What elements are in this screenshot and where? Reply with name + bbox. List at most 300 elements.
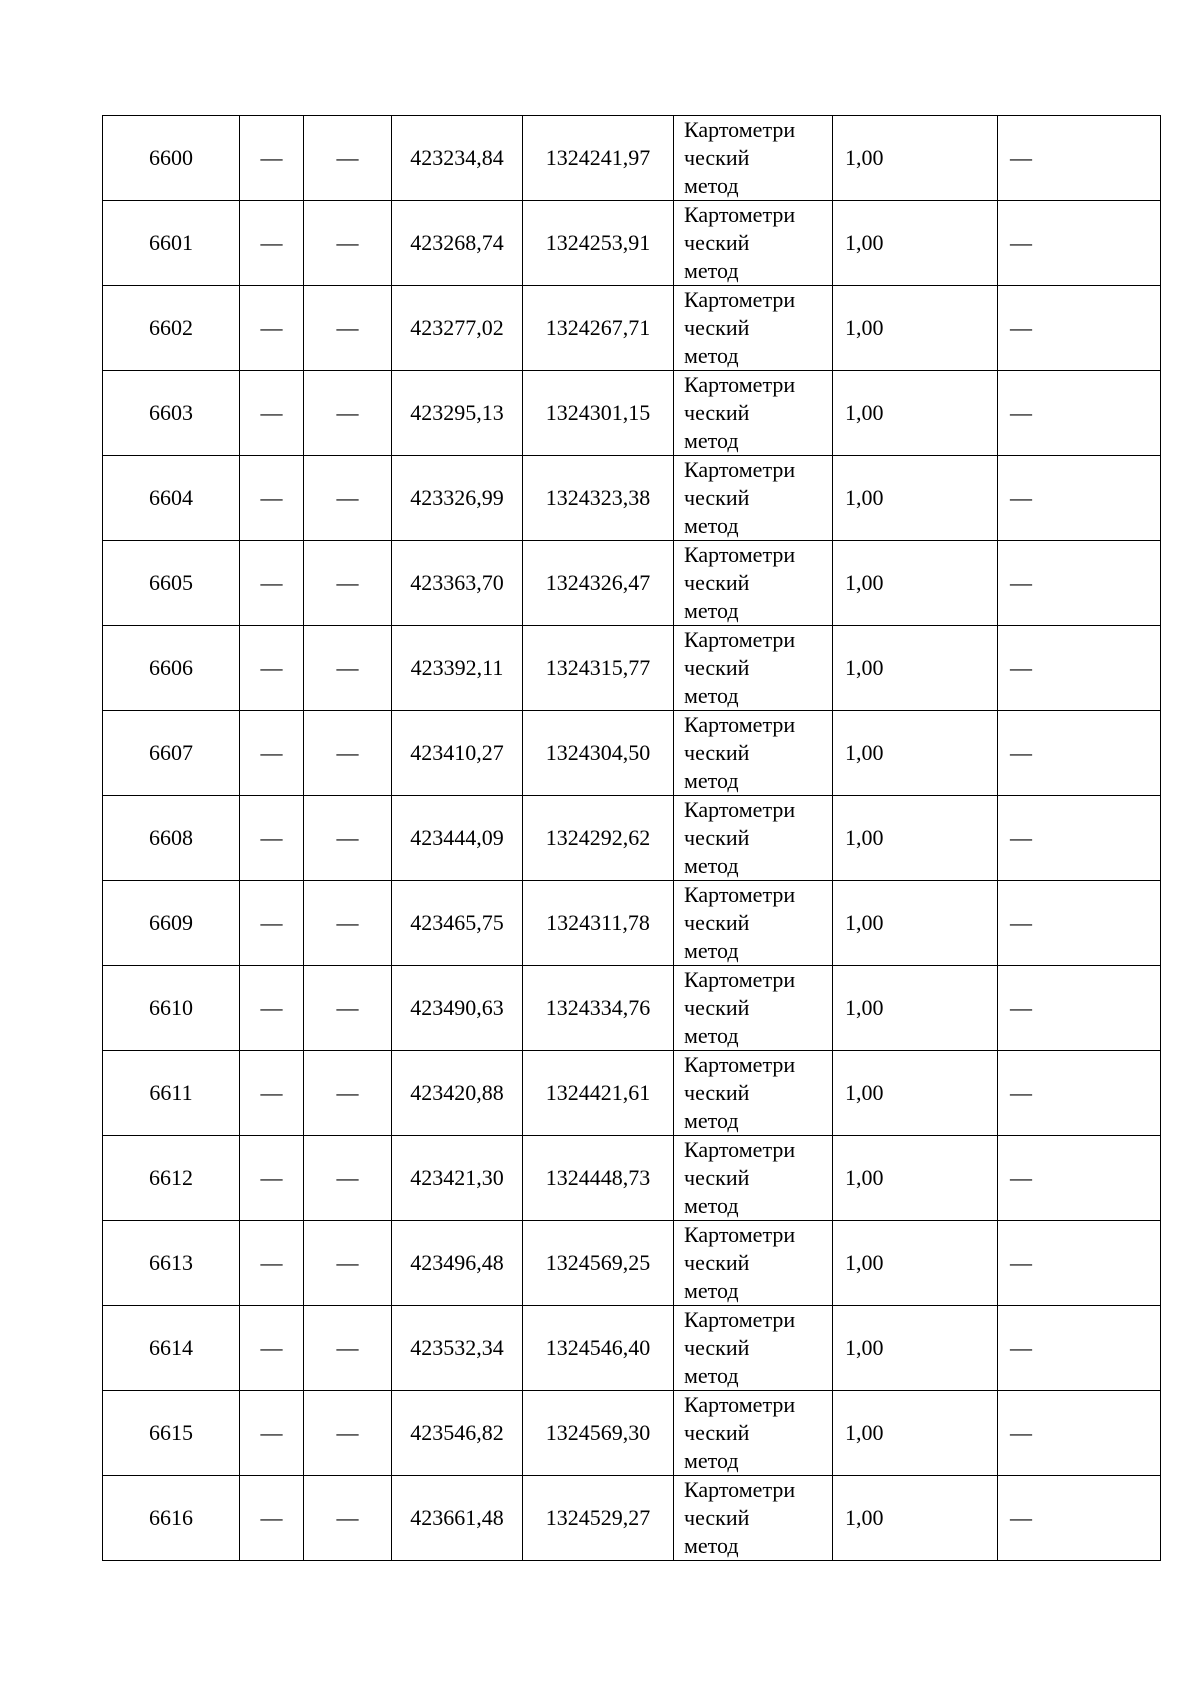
method-text-line: ческий (684, 1080, 750, 1105)
method-text-line: ческий (684, 825, 750, 850)
method-text-line: метод (684, 1363, 739, 1388)
id-text: 6603 (149, 400, 193, 425)
empty-dash-cell (304, 1136, 392, 1221)
y-coordinate-cell (523, 1136, 674, 1221)
x-coordinate-cell (392, 201, 523, 286)
y-text: 1324529,27 (545, 1505, 651, 1530)
empty-dash-cell (304, 116, 392, 201)
x-coordinate-cell (392, 286, 523, 371)
empty-dash-cell (240, 286, 304, 371)
id-text: 6609 (149, 910, 193, 935)
empty-dash-cell (240, 626, 304, 711)
y-coordinate-cell (523, 541, 674, 626)
y-coordinate-cell (523, 966, 674, 1051)
method-text-line: ческий (684, 655, 750, 680)
x-coordinate-cell (392, 371, 523, 456)
c8-text: — (1010, 1080, 1032, 1105)
method-cell (674, 881, 833, 966)
method-text-line: ческий (684, 1505, 750, 1530)
point-number-cell (103, 371, 240, 456)
c8-text: — (1010, 230, 1032, 255)
c8-text: — (1010, 740, 1032, 765)
table-row (103, 626, 1161, 711)
method-text-line: Картометри (684, 967, 796, 992)
x-coordinate-cell (392, 116, 523, 201)
method-text-line: метод (684, 513, 739, 538)
method-text-line: Картометри (684, 712, 796, 737)
method-text-line: Картометри (684, 542, 796, 567)
empty-dash-cell (998, 541, 1161, 626)
x-text: 423268,74 (410, 230, 504, 255)
method-text-line: метод (684, 1108, 739, 1133)
y-text: 1324267,71 (545, 315, 651, 340)
table-row (103, 286, 1161, 371)
method-text-line: ческий (684, 400, 750, 425)
x-coordinate-cell (392, 1391, 523, 1476)
x-coordinate-cell (392, 1136, 523, 1221)
accuracy-cell (833, 1476, 998, 1561)
c2-text: — (260, 570, 283, 595)
x-coordinate-cell (392, 626, 523, 711)
empty-dash-cell (240, 201, 304, 286)
c2-text: — (260, 995, 283, 1020)
c8-text: — (1010, 1250, 1032, 1275)
x-coordinate-cell (392, 541, 523, 626)
point-number-cell (103, 1221, 240, 1306)
c8-text: — (1010, 655, 1032, 680)
id-text: 6607 (149, 740, 193, 765)
accuracy-cell (833, 1221, 998, 1306)
x-coordinate-cell (392, 1476, 523, 1561)
table-row (103, 966, 1161, 1051)
x-text: 423363,70 (410, 570, 504, 595)
empty-dash-cell (998, 286, 1161, 371)
accuracy-text: 1,00 (845, 1420, 884, 1445)
method-text-line: метод (684, 1448, 739, 1473)
y-text: 1324241,97 (545, 145, 651, 170)
x-text: 423546,82 (410, 1420, 504, 1445)
empty-dash-cell (304, 286, 392, 371)
method-text-line: ческий (684, 740, 750, 765)
method-cell (674, 1051, 833, 1136)
c8-text: — (1010, 145, 1032, 170)
accuracy-cell (833, 966, 998, 1051)
accuracy-text: 1,00 (845, 910, 884, 935)
y-coordinate-cell (523, 711, 674, 796)
id-text: 6608 (149, 825, 193, 850)
y-text: 1324569,30 (545, 1420, 651, 1445)
method-text-line: ческий (684, 910, 750, 935)
c3-text: — (336, 1165, 359, 1190)
c2-text: — (260, 230, 283, 255)
y-coordinate-cell (523, 116, 674, 201)
id-text: 6606 (149, 655, 193, 680)
accuracy-text: 1,00 (845, 230, 884, 255)
x-text: 423326,99 (410, 485, 504, 510)
empty-dash-cell (304, 1476, 392, 1561)
method-text-line: ческий (684, 995, 750, 1020)
empty-dash-cell (998, 711, 1161, 796)
y-coordinate-cell (523, 371, 674, 456)
y-coordinate-cell (523, 1476, 674, 1561)
c2-text: — (260, 1505, 283, 1530)
point-number-cell (103, 1136, 240, 1221)
table-row (103, 881, 1161, 966)
accuracy-cell (833, 541, 998, 626)
method-text-line: Картометри (684, 287, 796, 312)
table-body (103, 116, 1161, 1561)
y-text: 1324292,62 (545, 825, 651, 850)
c8-text: — (1010, 995, 1032, 1020)
method-text-line: метод (684, 598, 739, 623)
accuracy-text: 1,00 (845, 400, 884, 425)
id-text: 6611 (149, 1080, 193, 1105)
empty-dash-cell (998, 626, 1161, 711)
point-number-cell (103, 1051, 240, 1136)
empty-dash-cell (240, 796, 304, 881)
empty-dash-cell (998, 1221, 1161, 1306)
c2-text: — (260, 655, 283, 680)
empty-dash-cell (304, 371, 392, 456)
c8-text: — (1010, 485, 1032, 510)
method-text-line: метод (684, 683, 739, 708)
c3-text: — (336, 910, 359, 935)
accuracy-text: 1,00 (845, 570, 884, 595)
accuracy-cell (833, 116, 998, 201)
c3-text: — (336, 1420, 359, 1445)
point-number-cell (103, 201, 240, 286)
x-text: 423490,63 (410, 995, 504, 1020)
empty-dash-cell (998, 1306, 1161, 1391)
y-coordinate-cell (523, 201, 674, 286)
x-text: 423295,13 (410, 400, 504, 425)
empty-dash-cell (998, 881, 1161, 966)
method-cell (674, 371, 833, 456)
empty-dash-cell (304, 966, 392, 1051)
table-row (103, 456, 1161, 541)
x-coordinate-cell (392, 1051, 523, 1136)
c3-text: — (336, 825, 359, 850)
c3-text: — (336, 230, 359, 255)
accuracy-text: 1,00 (845, 655, 884, 680)
method-text-line: ческий (684, 1165, 750, 1190)
empty-dash-cell (304, 796, 392, 881)
c8-text: — (1010, 910, 1032, 935)
empty-dash-cell (240, 116, 304, 201)
x-text: 423420,88 (410, 1080, 504, 1105)
method-cell (674, 1476, 833, 1561)
accuracy-text: 1,00 (845, 145, 884, 170)
method-text-line: метод (684, 173, 739, 198)
empty-dash-cell (304, 711, 392, 796)
empty-dash-cell (998, 1391, 1161, 1476)
empty-dash-cell (240, 1391, 304, 1476)
table-row (103, 1306, 1161, 1391)
accuracy-text: 1,00 (845, 1080, 884, 1105)
method-text-line: метод (684, 343, 739, 368)
empty-dash-cell (240, 881, 304, 966)
table-row (103, 711, 1161, 796)
x-text: 423661,48 (410, 1505, 504, 1530)
empty-dash-cell (304, 1051, 392, 1136)
empty-dash-cell (304, 456, 392, 541)
method-text-line: Картометри (684, 117, 796, 142)
id-text: 6613 (149, 1250, 193, 1275)
id-text: 6612 (149, 1165, 193, 1190)
id-text: 6616 (149, 1505, 193, 1530)
x-text: 423444,09 (410, 825, 504, 850)
empty-dash-cell (304, 881, 392, 966)
accuracy-cell (833, 456, 998, 541)
table-row (103, 116, 1161, 201)
y-coordinate-cell (523, 1306, 674, 1391)
empty-dash-cell (240, 966, 304, 1051)
empty-dash-cell (240, 1051, 304, 1136)
y-text: 1324334,76 (545, 995, 651, 1020)
c3-text: — (336, 400, 359, 425)
y-text: 1324301,15 (545, 400, 651, 425)
point-number-cell (103, 966, 240, 1051)
c8-text: — (1010, 400, 1032, 425)
method-text-line: ческий (684, 145, 750, 170)
method-text-line: метод (684, 1193, 739, 1218)
empty-dash-cell (998, 966, 1161, 1051)
method-cell (674, 286, 833, 371)
table-row (103, 1391, 1161, 1476)
x-coordinate-cell (392, 881, 523, 966)
accuracy-text: 1,00 (845, 995, 884, 1020)
point-number-cell (103, 881, 240, 966)
c3-text: — (336, 1335, 359, 1360)
empty-dash-cell (240, 541, 304, 626)
id-text: 6601 (149, 230, 193, 255)
table-row (103, 1136, 1161, 1221)
c2-text: — (260, 145, 283, 170)
empty-dash-cell (240, 711, 304, 796)
point-number-cell (103, 541, 240, 626)
x-coordinate-cell (392, 796, 523, 881)
table-row (103, 1476, 1161, 1561)
c2-text: — (260, 485, 283, 510)
empty-dash-cell (304, 201, 392, 286)
x-coordinate-cell (392, 966, 523, 1051)
empty-dash-cell (240, 456, 304, 541)
method-text-line: Картометри (684, 372, 796, 397)
method-text-line: Картометри (684, 1477, 796, 1502)
c3-text: — (336, 1505, 359, 1530)
c2-text: — (260, 400, 283, 425)
accuracy-text: 1,00 (845, 315, 884, 340)
empty-dash-cell (304, 541, 392, 626)
point-number-cell (103, 626, 240, 711)
c2-text: — (260, 1080, 283, 1105)
y-text: 1324421,61 (545, 1080, 651, 1105)
table-row (103, 796, 1161, 881)
c8-text: — (1010, 315, 1032, 340)
y-coordinate-cell (523, 1391, 674, 1476)
x-coordinate-cell (392, 1221, 523, 1306)
x-coordinate-cell (392, 711, 523, 796)
c3-text: — (336, 315, 359, 340)
y-text: 1324326,47 (545, 570, 651, 595)
accuracy-cell (833, 626, 998, 711)
y-coordinate-cell (523, 1221, 674, 1306)
method-text-line: ческий (684, 230, 750, 255)
coordinates-table-container (102, 115, 1160, 1561)
method-text-line: метод (684, 1533, 739, 1558)
c8-text: — (1010, 1420, 1032, 1445)
method-text-line: метод (684, 258, 739, 283)
id-text: 6604 (149, 485, 193, 510)
method-cell (674, 116, 833, 201)
accuracy-cell (833, 1136, 998, 1221)
accuracy-text: 1,00 (845, 485, 884, 510)
method-text-line: метод (684, 853, 739, 878)
point-number-cell (103, 116, 240, 201)
y-text: 1324546,40 (545, 1335, 651, 1360)
method-cell (674, 796, 833, 881)
y-coordinate-cell (523, 796, 674, 881)
empty-dash-cell (240, 1136, 304, 1221)
method-cell (674, 711, 833, 796)
method-text-line: Картометри (684, 1222, 796, 1247)
accuracy-text: 1,00 (845, 740, 884, 765)
accuracy-cell (833, 371, 998, 456)
x-text: 423465,75 (410, 910, 504, 935)
accuracy-cell (833, 881, 998, 966)
method-cell (674, 966, 833, 1051)
c8-text: — (1010, 1505, 1032, 1530)
id-text: 6610 (149, 995, 193, 1020)
empty-dash-cell (998, 1051, 1161, 1136)
accuracy-text: 1,00 (845, 1335, 884, 1360)
c2-text: — (260, 740, 283, 765)
accuracy-text: 1,00 (845, 1250, 884, 1275)
c2-text: — (260, 1420, 283, 1445)
y-text: 1324323,38 (545, 485, 651, 510)
method-text-line: Картометри (684, 1137, 796, 1162)
c2-text: — (260, 910, 283, 935)
method-text-line: метод (684, 768, 739, 793)
x-coordinate-cell (392, 1306, 523, 1391)
method-cell (674, 1306, 833, 1391)
y-coordinate-cell (523, 626, 674, 711)
c2-text: — (260, 1335, 283, 1360)
method-text-line: Картометри (684, 882, 796, 907)
method-text-line: метод (684, 938, 739, 963)
method-cell (674, 1136, 833, 1221)
c3-text: — (336, 655, 359, 680)
empty-dash-cell (240, 1476, 304, 1561)
empty-dash-cell (304, 1391, 392, 1476)
empty-dash-cell (998, 201, 1161, 286)
accuracy-cell (833, 711, 998, 796)
c3-text: — (336, 1080, 359, 1105)
method-cell (674, 1391, 833, 1476)
x-text: 423392,11 (410, 655, 504, 680)
method-cell (674, 1221, 833, 1306)
y-coordinate-cell (523, 286, 674, 371)
y-coordinate-cell (523, 456, 674, 541)
point-number-cell (103, 1476, 240, 1561)
accuracy-text: 1,00 (845, 1165, 884, 1190)
id-text: 6600 (149, 145, 193, 170)
x-text: 423421,30 (410, 1165, 504, 1190)
c3-text: — (336, 145, 359, 170)
x-coordinate-cell (392, 456, 523, 541)
c3-text: — (336, 485, 359, 510)
accuracy-cell (833, 286, 998, 371)
x-text: 423532,34 (410, 1335, 504, 1360)
id-text: 6602 (149, 315, 193, 340)
empty-dash-cell (998, 796, 1161, 881)
method-text-line: ческий (684, 570, 750, 595)
accuracy-cell (833, 796, 998, 881)
id-text: 6605 (149, 570, 193, 595)
method-text-line: Картометри (684, 202, 796, 227)
y-text: 1324569,25 (545, 1250, 651, 1275)
empty-dash-cell (998, 1136, 1161, 1221)
method-text-line: метод (684, 428, 739, 453)
c8-text: — (1010, 570, 1032, 595)
accuracy-cell (833, 1306, 998, 1391)
point-number-cell (103, 711, 240, 796)
id-text: 6615 (149, 1420, 193, 1445)
y-text: 1324311,78 (546, 910, 650, 935)
x-text: 423234,84 (410, 145, 504, 170)
empty-dash-cell (998, 371, 1161, 456)
c3-text: — (336, 740, 359, 765)
c3-text: — (336, 995, 359, 1020)
method-text-line: Картометри (684, 1307, 796, 1332)
empty-dash-cell (998, 1476, 1161, 1561)
c3-text: — (336, 570, 359, 595)
c3-text: — (336, 1250, 359, 1275)
method-text-line: ческий (684, 1420, 750, 1445)
c8-text: — (1010, 825, 1032, 850)
table-row (103, 371, 1161, 456)
empty-dash-cell (240, 1306, 304, 1391)
c2-text: — (260, 315, 283, 340)
method-text-line: Картометри (684, 1052, 796, 1077)
x-text: 423277,02 (410, 315, 504, 340)
method-text-line: ческий (684, 315, 750, 340)
accuracy-cell (833, 201, 998, 286)
x-text: 423496,48 (410, 1250, 504, 1275)
table-row (103, 1051, 1161, 1136)
id-text: 6614 (149, 1335, 193, 1360)
empty-dash-cell (304, 1221, 392, 1306)
c2-text: — (260, 1165, 283, 1190)
method-text-line: ческий (684, 1250, 750, 1275)
point-number-cell (103, 1391, 240, 1476)
y-coordinate-cell (523, 1051, 674, 1136)
y-text: 1324448,73 (545, 1165, 651, 1190)
method-text-line: Картометри (684, 627, 796, 652)
y-text: 1324304,50 (545, 740, 651, 765)
empty-dash-cell (304, 626, 392, 711)
empty-dash-cell (240, 1221, 304, 1306)
point-number-cell (103, 286, 240, 371)
c8-text: — (1010, 1165, 1032, 1190)
point-number-cell (103, 456, 240, 541)
table-row (103, 1221, 1161, 1306)
method-cell (674, 626, 833, 711)
method-text-line: Картометри (684, 457, 796, 482)
accuracy-cell (833, 1391, 998, 1476)
point-number-cell (103, 1306, 240, 1391)
y-text: 1324315,77 (545, 655, 651, 680)
